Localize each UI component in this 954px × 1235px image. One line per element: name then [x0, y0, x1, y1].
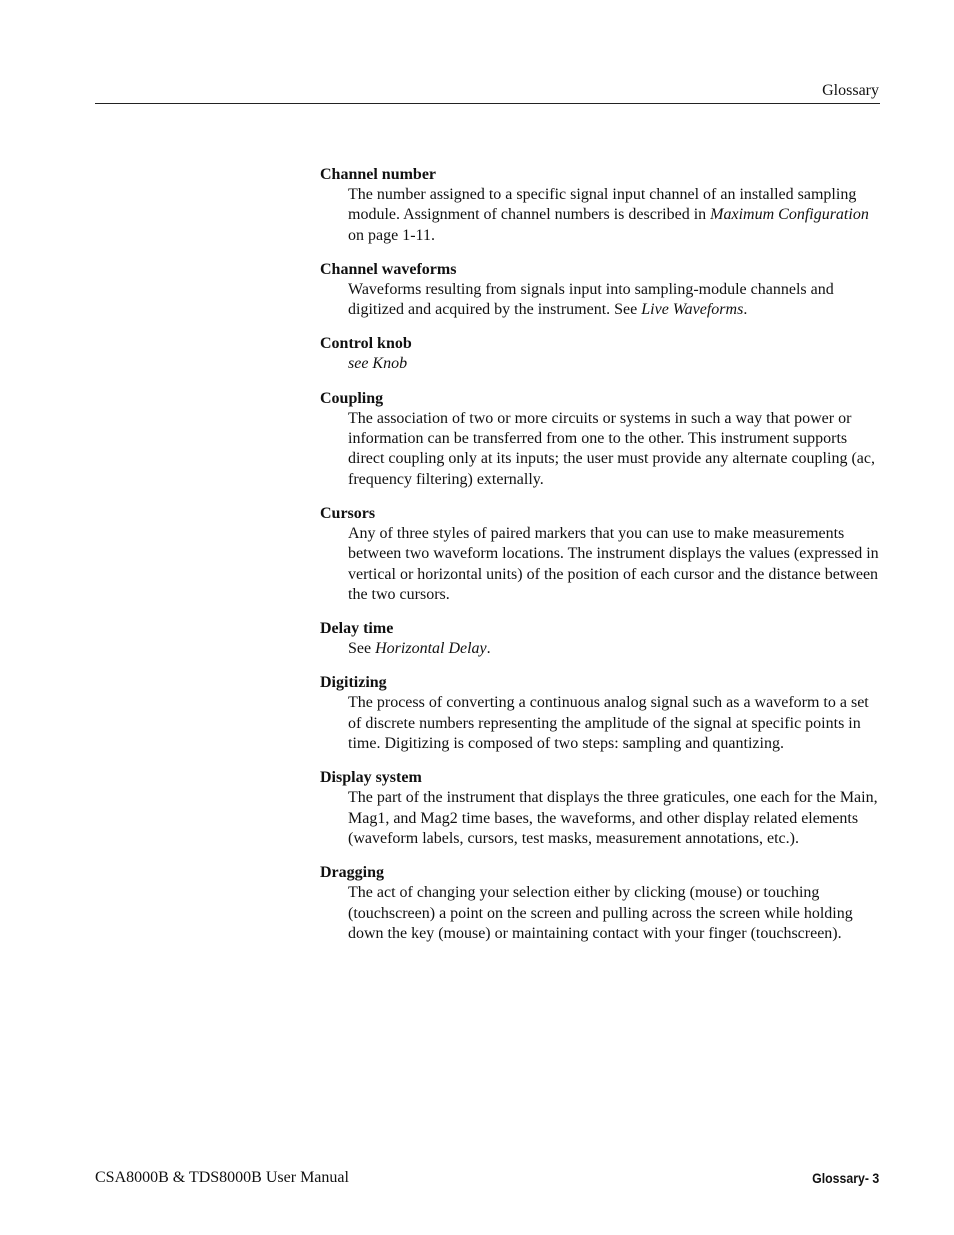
definition-text: The part of the instrument that displays the three graticules, one each for the Main, Mag1, and Mag2 time bases, the waveforms, and other display related elements (waveform labels, cursors, test masks, measurement annotations, etc.).: [348, 789, 878, 847]
glossary-term: Display system: [320, 769, 422, 787]
glossary-definition: [320, 693, 882, 754]
glossary-definition: [320, 883, 882, 944]
definition-reference: Maximum Configuration: [710, 206, 869, 224]
glossary-term: Control knob: [320, 335, 412, 353]
manual-title: CSA8000B & TDS8000B User Manual: [95, 1169, 349, 1186]
glossary-definition: [320, 185, 882, 246]
definition-text: .: [486, 640, 491, 658]
glossary-entry: [320, 504, 882, 605]
definition-reference: Horizontal Delay: [375, 640, 487, 658]
definition-reference: Live Waveforms: [641, 301, 744, 319]
page-number: Glossary- 3: [811, 1170, 879, 1186]
definition-reference: see Knob: [348, 355, 408, 373]
definition-text: The association of two or more circuits or systems in such a way that power or information can be transferred from one to the other. This instrument supports direct coupling only at its inputs; the user must provide any alternate coupling (ac, frequency filtering) externally.: [348, 409, 875, 488]
definition-text: on page 1-11.: [348, 226, 435, 244]
glossary-definition: [320, 788, 882, 849]
glossary-term: Coupling: [320, 389, 384, 407]
glossary-entry: [320, 389, 882, 490]
glossary-entry: [320, 260, 882, 321]
glossary-entry: [320, 165, 882, 246]
glossary-term: Delay time: [320, 620, 394, 638]
glossary-definition: [320, 524, 882, 605]
glossary-entry: [320, 334, 882, 374]
glossary-definition: [320, 280, 882, 321]
glossary-term: Channel number: [320, 166, 437, 183]
glossary-term: Cursors: [320, 504, 376, 522]
glossary-definition: [320, 354, 882, 374]
glossary-list: [320, 165, 882, 958]
page-header: [95, 81, 880, 104]
glossary-term: Channel waveforms: [320, 260, 457, 278]
glossary-term: Dragging: [320, 864, 384, 882]
glossary-definition: [320, 409, 882, 490]
glossary-definition: [320, 639, 882, 659]
definition-text: The act of changing your selection either by clicking (mouse) or touching (touchscreen) a point on the screen and pulling across the screen while holding down the key (mouse) or maintaining contact with your finger (touchscreen).: [348, 884, 853, 942]
glossary-entry: [320, 768, 882, 849]
definition-text: The process of converting a continuous analog signal such as a waveform to a set of discrete numbers representing the amplitude of the signal at specific points in time. Digitizing is composed of two steps: sampling and quantizing.: [348, 694, 869, 753]
definition-text: The number assigned to a specific signal input channel of an installed sampling module. Assignment of channel numbers is described in: [348, 186, 857, 224]
glossary-entry: [320, 863, 882, 944]
glossary-term: Digitizing: [320, 674, 387, 692]
definition-text: .: [743, 301, 748, 319]
definition-text: Waveforms resulting from signals input into sampling-module channels and digitized and acquired by the instrument. See: [348, 280, 834, 319]
definition-text: Any of three styles of paired markers that you can use to make measurements between two waveform locations. The instrument displays the values (expressed in vertical or horizontal units) of the position of each cursor and the distance between the two cursors.: [348, 524, 879, 603]
glossary-entry: [320, 673, 882, 754]
section-title: Glossary: [822, 82, 879, 99]
definition-text: See: [348, 640, 376, 658]
glossary-entry: [320, 619, 882, 659]
